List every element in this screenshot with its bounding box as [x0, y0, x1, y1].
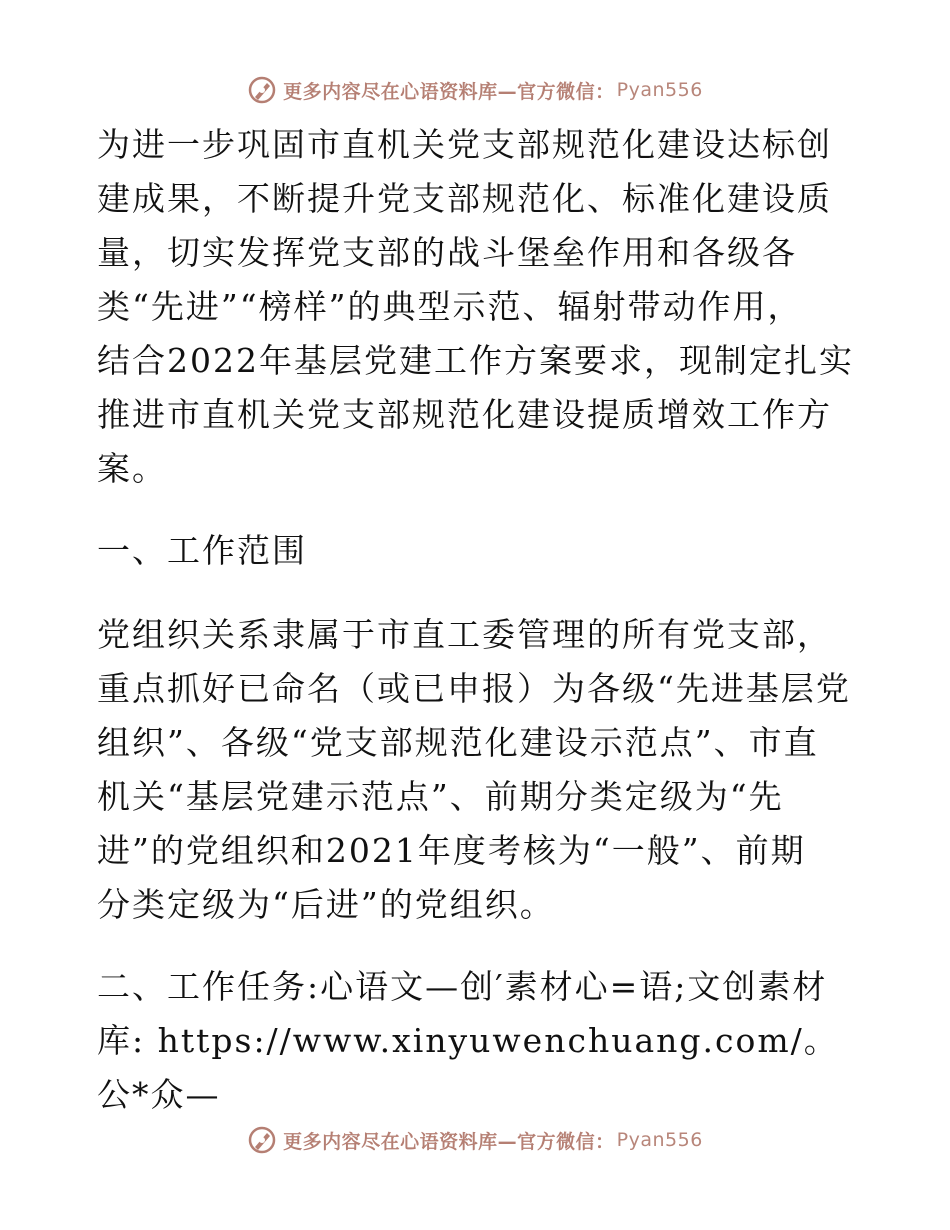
document-body	[97, 118, 857, 1122]
watermark-wechat-id: Pyan556	[616, 79, 703, 101]
pen-logo-icon	[247, 1125, 277, 1155]
watermark-text: 更多内容尽在心语资料库—官方微信：	[283, 80, 615, 103]
paragraph-tasks: 二、工作任务:心语文—创′素材心=语;文创素材 库: https://www.xinyuwenchuang.com/。公*众—	[97, 967, 839, 1114]
watermark-wechat-id: Pyan556	[616, 1129, 703, 1151]
header-watermark	[0, 70, 950, 110]
paragraph-intro: 为进一步巩固市直机关党支部规范化建设达标创 建成果，不断提升党支部规范化、标准化建设质 量，切实发挥党支部的战斗堡垒作用和各级各 类“先进”“榜样”的典型示范、辐射带动作用， 结合2022年基层党建工作方案要求，现制定扎实 推进市直机关党支部规范化建设提质增效工作方 案。	[97, 125, 854, 488]
footer-watermark	[0, 1120, 950, 1160]
paragraph-scope: 党组织关系隶属于市直工委管理的所有党支部， 重点抓好已命名（或已申报）为各级“先进基层党 组织”、各级“党支部规范化建设示范点”、市直 机关“基层党建示范点”、前期分类定级为“先 进”的党组织和2021年度考核为“一般”、前期 分类定级为“后进”的党组织。	[97, 615, 851, 924]
watermark-text: 更多内容尽在心语资料库—官方微信：	[283, 1130, 615, 1153]
pen-logo-icon	[247, 75, 277, 105]
section-heading-scope: 一、工作范围	[97, 531, 307, 570]
